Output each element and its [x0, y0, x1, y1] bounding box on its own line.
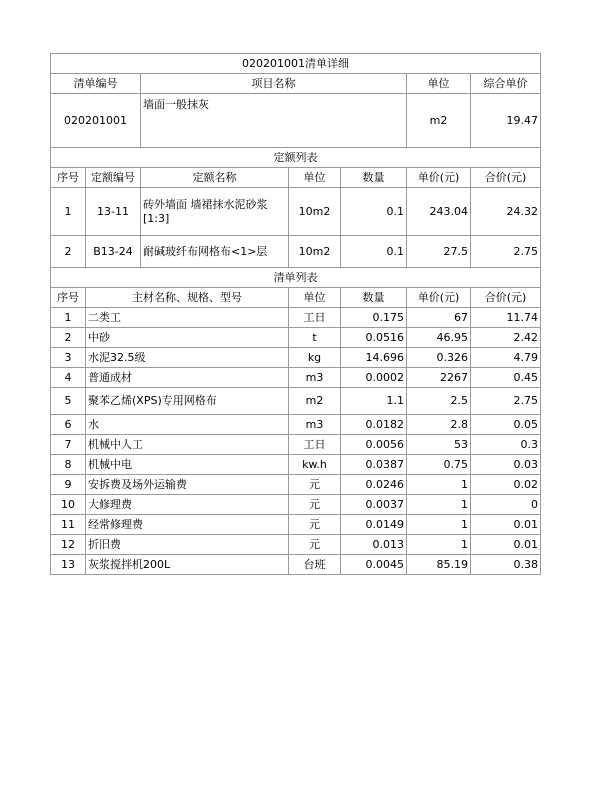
material-seq: 8 — [51, 455, 86, 475]
summary-header-price: 综合单价 — [471, 74, 541, 94]
materials-header-unit: 单位 — [289, 288, 341, 308]
material-row — [51, 535, 541, 555]
materials-section-row — [51, 268, 541, 288]
quota-header-row — [51, 168, 541, 188]
quota-seq: 1 — [51, 188, 86, 236]
material-seq: 3 — [51, 348, 86, 368]
material-qty: 0.0002 — [341, 368, 407, 388]
material-unit-price: 67 — [407, 308, 471, 328]
material-name: 普通成材 — [86, 368, 289, 388]
material-total: 0.01 — [471, 535, 541, 555]
material-total: 0 — [471, 495, 541, 515]
material-unit: t — [289, 328, 341, 348]
material-qty: 0.013 — [341, 535, 407, 555]
material-qty: 0.0056 — [341, 435, 407, 455]
quota-qty: 0.1 — [341, 236, 407, 268]
quota-row — [51, 236, 541, 268]
material-unit-price: 1 — [407, 535, 471, 555]
summary-unit: m2 — [407, 94, 471, 148]
material-row — [51, 368, 541, 388]
material-seq: 2 — [51, 328, 86, 348]
material-seq: 11 — [51, 515, 86, 535]
material-qty: 0.0182 — [341, 415, 407, 435]
table-body — [51, 54, 541, 575]
quota-section-title: 定额列表 — [51, 148, 541, 168]
material-name: 折旧费 — [86, 535, 289, 555]
material-qty: 14.696 — [341, 348, 407, 368]
quota-qty: 0.1 — [341, 188, 407, 236]
material-name: 灰浆搅拌机200L — [86, 555, 289, 575]
quota-header-code: 定额编号 — [86, 168, 141, 188]
material-unit-price: 1 — [407, 475, 471, 495]
material-qty: 0.0387 — [341, 455, 407, 475]
quota-header-unit: 单位 — [289, 168, 341, 188]
material-seq: 12 — [51, 535, 86, 555]
material-unit: m3 — [289, 368, 341, 388]
material-total: 11.74 — [471, 308, 541, 328]
material-name: 经常修理费 — [86, 515, 289, 535]
material-qty: 0.0045 — [341, 555, 407, 575]
material-unit-price: 0.326 — [407, 348, 471, 368]
material-row — [51, 308, 541, 328]
material-unit-price: 2.5 — [407, 388, 471, 415]
materials-header-row — [51, 288, 541, 308]
summary-header-code: 清单编号 — [51, 74, 141, 94]
material-qty: 0.175 — [341, 308, 407, 328]
material-unit-price: 2267 — [407, 368, 471, 388]
material-unit-price: 1 — [407, 495, 471, 515]
material-total: 0.05 — [471, 415, 541, 435]
material-total: 0.3 — [471, 435, 541, 455]
material-seq: 5 — [51, 388, 86, 415]
material-name: 机械中人工 — [86, 435, 289, 455]
material-row — [51, 495, 541, 515]
material-qty: 0.0149 — [341, 515, 407, 535]
material-qty: 0.0246 — [341, 475, 407, 495]
material-total: 0.03 — [471, 455, 541, 475]
material-row — [51, 435, 541, 455]
quota-section-row — [51, 148, 541, 168]
quota-header-seq: 序号 — [51, 168, 86, 188]
material-total: 0.01 — [471, 515, 541, 535]
summary-row — [51, 94, 541, 148]
material-total: 2.75 — [471, 388, 541, 415]
quota-unit-price: 243.04 — [407, 188, 471, 236]
materials-header-seq: 序号 — [51, 288, 86, 308]
quota-code: 13-11 — [86, 188, 141, 236]
quota-unit-price: 27.5 — [407, 236, 471, 268]
material-unit: 台班 — [289, 555, 341, 575]
material-unit-price: 85.19 — [407, 555, 471, 575]
material-total: 0.38 — [471, 555, 541, 575]
material-unit: kw.h — [289, 455, 341, 475]
material-name: 水 — [86, 415, 289, 435]
summary-price: 19.47 — [471, 94, 541, 148]
material-row — [51, 415, 541, 435]
material-unit: 工日 — [289, 435, 341, 455]
material-row — [51, 555, 541, 575]
material-unit: 元 — [289, 535, 341, 555]
summary-code: 020201001 — [51, 94, 141, 148]
material-qty: 0.0516 — [341, 328, 407, 348]
material-qty: 1.1 — [341, 388, 407, 415]
material-row — [51, 348, 541, 368]
material-row — [51, 475, 541, 495]
material-name: 二类工 — [86, 308, 289, 328]
material-unit-price: 0.75 — [407, 455, 471, 475]
quota-row — [51, 188, 541, 236]
materials-header-unit-price: 单价(元) — [407, 288, 471, 308]
material-qty: 0.0037 — [341, 495, 407, 515]
material-name: 大修理费 — [86, 495, 289, 515]
material-row — [51, 515, 541, 535]
material-unit: m2 — [289, 388, 341, 415]
materials-section-title: 清单列表 — [51, 268, 541, 288]
material-unit: 工日 — [289, 308, 341, 328]
sheet-title: 020201001清单详细 — [51, 54, 541, 74]
material-seq: 1 — [51, 308, 86, 328]
summary-header-row — [51, 74, 541, 94]
material-name: 中砂 — [86, 328, 289, 348]
quota-name: 耐碱玻纤布网格布<1>层 — [141, 236, 289, 268]
quota-header-qty: 数量 — [341, 168, 407, 188]
summary-name: 墙面一般抹灰 — [141, 94, 407, 148]
quota-total: 2.75 — [471, 236, 541, 268]
material-seq: 7 — [51, 435, 86, 455]
material-unit: m3 — [289, 415, 341, 435]
material-unit: 元 — [289, 515, 341, 535]
quota-name: 砖外墙面 墙裙抹水泥砂浆[1:3] — [141, 188, 289, 236]
material-row — [51, 388, 541, 415]
quota-header-unit-price: 单价(元) — [407, 168, 471, 188]
material-total: 0.02 — [471, 475, 541, 495]
quota-header-total: 合价(元) — [471, 168, 541, 188]
quota-total: 24.32 — [471, 188, 541, 236]
bill-detail-table — [50, 53, 541, 575]
quota-header-name: 定额名称 — [141, 168, 289, 188]
material-row — [51, 455, 541, 475]
material-name: 聚苯乙烯(XPS)专用网格布 — [86, 388, 289, 415]
material-unit: 元 — [289, 475, 341, 495]
material-unit: kg — [289, 348, 341, 368]
materials-header-qty: 数量 — [341, 288, 407, 308]
material-total: 0.45 — [471, 368, 541, 388]
material-name: 机械中电 — [86, 455, 289, 475]
material-unit-price: 1 — [407, 515, 471, 535]
material-seq: 4 — [51, 368, 86, 388]
title-row — [51, 54, 541, 74]
materials-header-total: 合价(元) — [471, 288, 541, 308]
quota-seq: 2 — [51, 236, 86, 268]
material-seq: 6 — [51, 415, 86, 435]
quota-unit: 10m2 — [289, 188, 341, 236]
quota-code: B13-24 — [86, 236, 141, 268]
material-name: 水泥32.5级 — [86, 348, 289, 368]
summary-header-unit: 单位 — [407, 74, 471, 94]
material-seq: 10 — [51, 495, 86, 515]
material-unit-price: 53 — [407, 435, 471, 455]
material-seq: 13 — [51, 555, 86, 575]
material-unit-price: 2.8 — [407, 415, 471, 435]
material-name: 安拆费及场外运输费 — [86, 475, 289, 495]
material-unit: 元 — [289, 495, 341, 515]
material-total: 2.42 — [471, 328, 541, 348]
materials-header-name: 主材名称、规格、型号 — [86, 288, 289, 308]
quota-unit: 10m2 — [289, 236, 341, 268]
summary-header-name: 项目名称 — [141, 74, 407, 94]
material-seq: 9 — [51, 475, 86, 495]
material-total: 4.79 — [471, 348, 541, 368]
material-row — [51, 328, 541, 348]
material-unit-price: 46.95 — [407, 328, 471, 348]
